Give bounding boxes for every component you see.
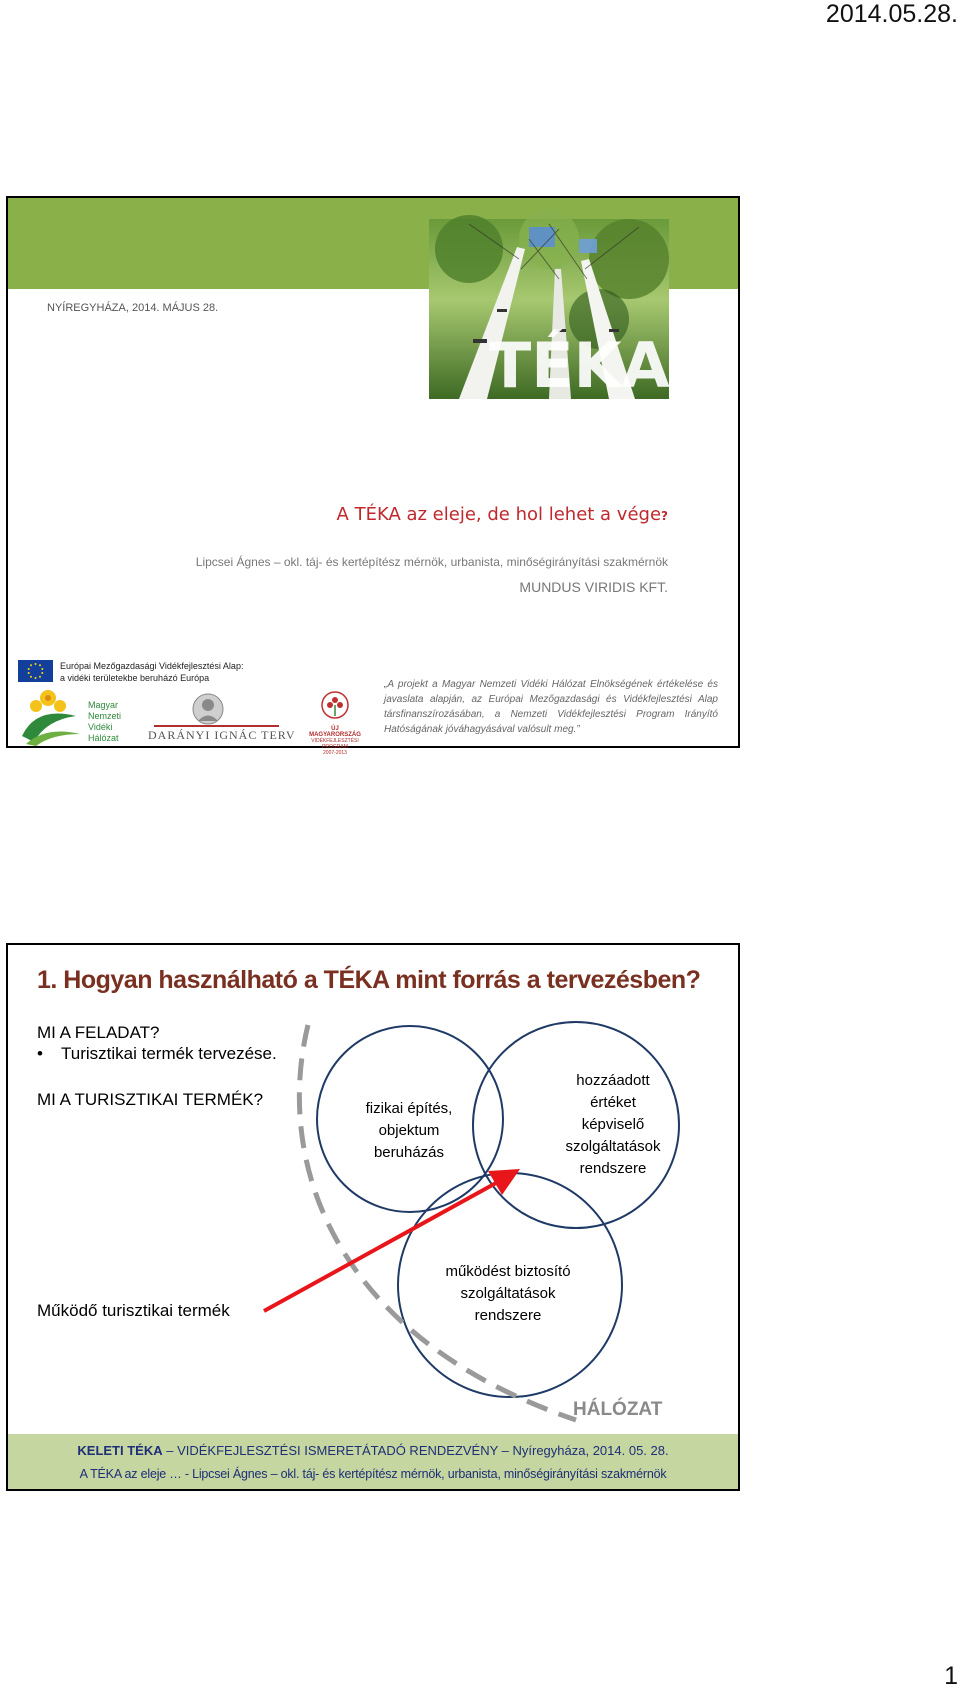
circle-right-line-4: szolgáltatások bbox=[565, 1138, 661, 1155]
daranyi-red-rule bbox=[154, 725, 279, 727]
page-number: 1 bbox=[944, 1662, 958, 1690]
network-label: HÁLÓZAT bbox=[573, 1399, 663, 1420]
circle-right-line-3: képviselő bbox=[581, 1116, 645, 1133]
footer-line-1 bbox=[8, 1443, 738, 1458]
mnvh-line-2: Nemzeti bbox=[88, 711, 122, 721]
eafrd-line-2: a vidéki területekbe beruházó Európa bbox=[60, 673, 210, 683]
circle-added-value-text bbox=[548, 1070, 678, 1180]
daranyi-ignac-terv: DARÁNYI IGNÁC TERV bbox=[148, 728, 296, 742]
umfp-text bbox=[308, 726, 362, 756]
product-question: MI A TURISZTIKAI TERMÉK? bbox=[37, 1090, 264, 1109]
red-arrow-head bbox=[488, 1169, 520, 1195]
umfp-line-3: 2007-2013 bbox=[323, 750, 347, 756]
birch-tree-photo bbox=[429, 219, 670, 402]
company-name: MUNDUS VIRIDIS KFT. bbox=[519, 579, 668, 595]
mnvh-text bbox=[88, 700, 121, 744]
circle-right-line-5: rendszere bbox=[579, 1160, 647, 1177]
circle-bottom-line-1: működést biztosító bbox=[445, 1263, 571, 1280]
task-label: MI A FELADAT? bbox=[37, 1023, 160, 1042]
author-line: Lipcsei Ágnes – okl. táj- és kertépítész mérnök, urbanista, minőségirányítási szakmérnök bbox=[195, 555, 668, 569]
slide-heading: 1. Hogyan használható a TÉKA mint forrás a tervezésben? bbox=[37, 966, 701, 994]
eafrd-line-1: Európai Mezőgazdasági Vidékfejlesztési Alap: bbox=[60, 661, 244, 671]
circle-physical-text bbox=[345, 1098, 473, 1164]
footer-line-2: A TÉKA az eleje … - Lipcsei Ágnes – okl. táj- és kertépítész mérnök, urbanista, minőségirányítási szakmérnök bbox=[79, 1467, 667, 1481]
bullet-marker: • bbox=[37, 1044, 43, 1063]
footer-bold: KELETI TÉKA bbox=[77, 1443, 163, 1458]
title-slide bbox=[6, 196, 740, 756]
bullet-text: Turisztikai termék tervezése. bbox=[61, 1044, 277, 1063]
umfp-flower-icon bbox=[320, 690, 350, 725]
mnvh-line-4: Hálózat bbox=[88, 733, 119, 743]
presentation-title bbox=[337, 504, 668, 525]
circle-operation-text bbox=[433, 1261, 583, 1327]
network-dashed-arc bbox=[299, 1025, 576, 1420]
eu-flag-icon bbox=[18, 660, 53, 682]
circle-right-line-2: értéket bbox=[590, 1094, 636, 1111]
venn-diagram bbox=[8, 945, 738, 1434]
page-date: 2014.05.28. bbox=[825, 0, 958, 28]
teka-logo-text: TÉKA bbox=[489, 329, 670, 402]
mnvh-line-1: Magyar bbox=[88, 700, 119, 710]
eafrd-text bbox=[60, 660, 243, 684]
title-text: A TÉKA az eleje, de hol lehet a vége bbox=[336, 504, 662, 525]
circle-left-line-2: objektum bbox=[378, 1122, 440, 1139]
event-date-line: NYÍREGYHÁZA, 2014. MÁJUS 28. bbox=[47, 302, 219, 314]
umfp-line-1: ÚJ MAGYARORSZÁG bbox=[309, 726, 361, 738]
footer-rest: – VIDÉKFEJLESZTÉSI ISMERETÁTADÓ RENDEZVÉNY – Nyíregyháza, 2014. 05. 28. bbox=[162, 1443, 669, 1458]
title-question-mark: ? bbox=[661, 509, 668, 523]
mnvh-line-3: Vidéki bbox=[88, 722, 113, 732]
umfp-line-2: VIDÉKFEJLESZTÉSI PROGRAM bbox=[311, 738, 359, 750]
birch-tree-illustration bbox=[429, 219, 670, 402]
circle-left-line-3: beruházás bbox=[373, 1144, 445, 1161]
working-product-label: Működő turisztikai termék bbox=[37, 1301, 230, 1320]
mnvh-logo-icon bbox=[16, 686, 86, 753]
circle-left-line-1: fizikai építés, bbox=[365, 1100, 453, 1117]
funding-quote: „A projekt a Magyar Nemzeti Vidéki Hálózat Elnökségének értékelése és javaslata alapján, az Európai Mezőgazdasági és Vidékfejlesztési Alap társfinanszírozásában, a Nemzeti Vidékfejlesztési Program Irányító Hatóságának jóváhagyásával valósult meg.” bbox=[384, 679, 718, 735]
circle-right-line-1: hozzáadott bbox=[576, 1072, 650, 1089]
circle-bottom-line-3: rendszere bbox=[474, 1307, 542, 1324]
content-slide bbox=[6, 943, 740, 1491]
circle-bottom-line-2: szolgáltatások bbox=[460, 1285, 556, 1302]
